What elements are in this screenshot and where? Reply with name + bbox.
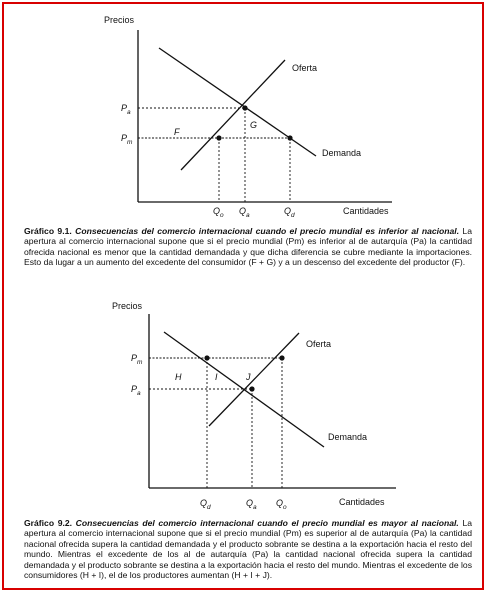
caption-number: Gráfico 9.2. (24, 518, 73, 528)
area-label-f: F (174, 127, 180, 137)
quantity-label-qa: $Q_a$ (246, 498, 257, 511)
quantity-label-qd: $Q_d$ (200, 498, 211, 511)
area-label-h: H (175, 372, 182, 382)
demand-at-pm-point (204, 355, 209, 360)
caption-body: La apertura al comercio internacional supone que si el precio mundial (Pm) es superior al de autarquía (Pa) la cantidad nacional ofrecida supera la cantidad demandada y el producto sobrante se destina a la exportación hacia el resto del mundo. Mientras el excedente de los al de autarquía (Pa) la cantidad nacional ofrecida supera la cantidad demandada y el producto sobrante se destina a la exportación hacia el resto del mundo. Mientras el excedente de los consumidores (H + I), el de los productores aumentan (H + I + J). (24, 518, 473, 581)
supply-at-pm-point (216, 135, 221, 140)
caption-number: Gráfico 9.1. (24, 226, 72, 236)
equilibrium-point (242, 105, 247, 110)
price-label-pa: $P_a$ (121, 103, 131, 116)
price-label-pm: $P_m$ (131, 353, 143, 366)
quantity-label-qd: $Q_d$ (284, 206, 295, 219)
y-axis-label: Precios (112, 301, 143, 311)
demand-label: Demanda (328, 432, 368, 442)
figure-1-caption (24, 226, 472, 268)
caption-body: La apertura al comercio internacional supone que si el precio mundial (Pm) es inferior al de autarquía (Pa) la cantidad ofrecida nacional es menor que la cantidad demandada y que dicha diferencia se cubre mediante la importaciones. Esto da lugar a un aumento del excedente del consumidor (F + G) y a un descenso del excedente del productor (F). (24, 226, 472, 268)
caption-title: Consecuencias del comercio internacional cuando el precio mundial es inferior al nacional. (75, 226, 460, 236)
demand-label: Demanda (322, 148, 362, 158)
figure-2-caption (24, 518, 472, 580)
price-label-pm: $P_m$ (121, 133, 133, 146)
demand-at-pm-point (287, 135, 292, 140)
supply-curve (181, 60, 285, 170)
page-frame (2, 2, 484, 590)
supply-label: Oferta (306, 339, 332, 349)
supply-curve (209, 333, 299, 426)
area-label-i: I (215, 372, 218, 382)
equilibrium-point (249, 386, 254, 391)
supply-label: Oferta (292, 63, 318, 73)
quantity-label-qo: $Q_o$ (276, 498, 287, 511)
x-axis-label: Cantidades (339, 497, 385, 507)
figure-1-diagram (4, 4, 482, 219)
supply-at-pm-point (279, 355, 284, 360)
x-axis-label: Cantidades (343, 206, 389, 216)
area-label-j: J (246, 372, 251, 382)
y-axis-label: Precios (104, 15, 135, 25)
caption-title: Consecuencias del comercio internacional cuando el precio mundial es mayor al nacional. (75, 518, 459, 528)
quantity-label-qo: $Q_o$ (213, 206, 224, 219)
demand-curve (164, 332, 324, 447)
area-label-g: G (250, 120, 258, 130)
quantity-label-qa: $Q_a$ (239, 206, 250, 219)
figure-2-diagram (4, 292, 482, 512)
price-label-pa: $P_a$ (131, 384, 141, 397)
